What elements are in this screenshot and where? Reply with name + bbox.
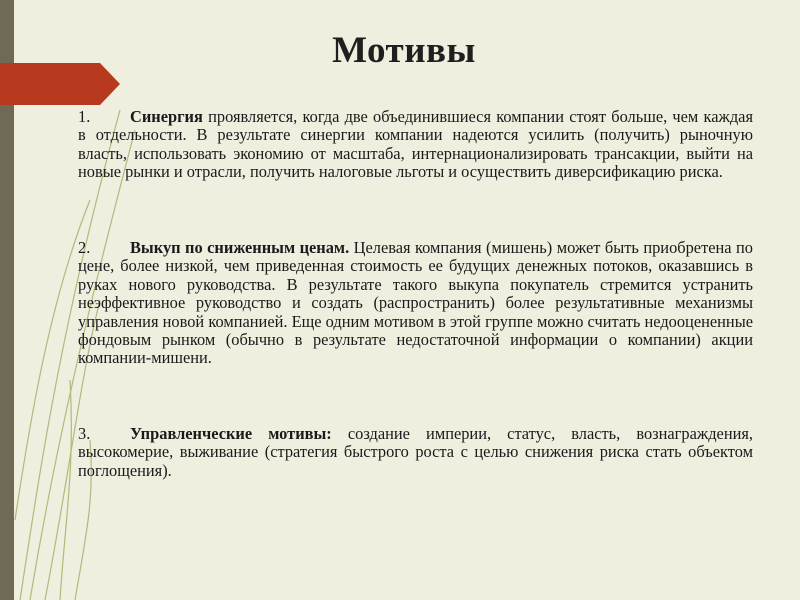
- item-text: проявляется, когда две объединившиеся компании стоят больше, чем каждая в отдельности. В результате синергии компании надеются усилить (получить) рыночную власть, использовать экономию от масштаба, интернационализировать трансакции, выйти на новые рынки и отрасли, получить налоговые льготы и осуществить диверсификацию риска.: [78, 107, 753, 182]
- item-term: Синергия: [130, 107, 203, 126]
- slide-title: Мотивы: [332, 30, 476, 71]
- item-number: 2.: [78, 238, 91, 257]
- item-number: 1.: [78, 107, 91, 126]
- deco-curve: [60, 380, 71, 600]
- item-term: Управленческие мотивы:: [130, 424, 332, 443]
- item-text: Целевая компания (мишень) может быть приобретена по цене, более низкой, чем приведенная стоимость ее будущих денежных потоков, оказавшись в руках нового руководства. В результате такого выкупа покупатель стремится устранить неэффективное руководство и создать (распространить) более результативные механизмы управления новой компанией. Еще одним мотивом в этой группе можно считать недооцененные фондовым рынком (обычно в результате недостаточной информации о компании) акции компании-мишени.: [78, 238, 753, 368]
- motive-item-managerial: [78, 425, 753, 480]
- motive-item-discount-buyout: [78, 239, 753, 368]
- motive-item-synergy: [78, 108, 753, 182]
- item-number: 3.: [78, 424, 91, 443]
- item-term: Выкуп по сниженным ценам.: [130, 238, 350, 257]
- item-text: создание империи, статус, власть, вознаграждения, высокомерие, выживание (стратегия быстрого роста с целью снижения риска стать объектом поглощения).: [78, 424, 753, 480]
